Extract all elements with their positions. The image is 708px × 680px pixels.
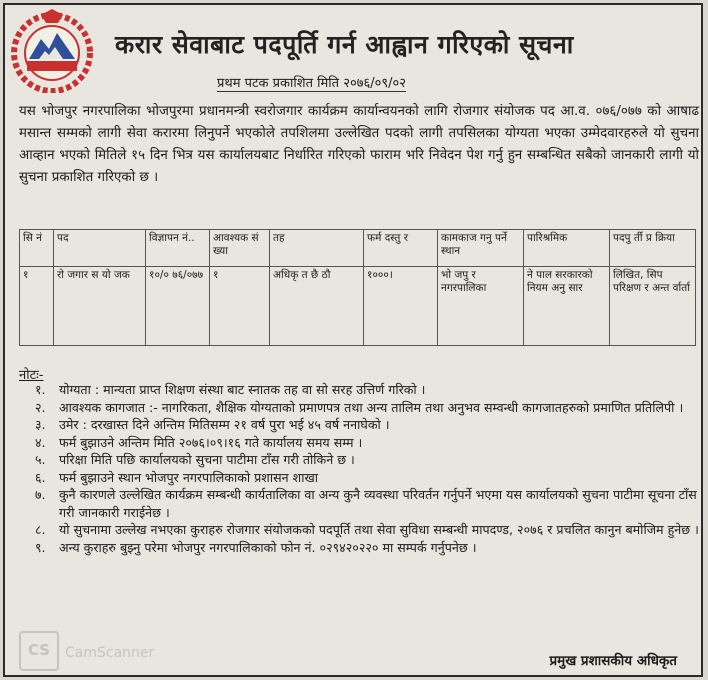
cell-quantity: १ <box>210 267 270 346</box>
notes-list <box>19 381 699 556</box>
list-item <box>19 451 699 469</box>
list-item <box>19 539 699 557</box>
col-header-level: तह <box>270 230 364 267</box>
note-number: २. <box>35 399 46 415</box>
note-number: ७. <box>35 487 46 502</box>
col-header-salary: पारिश्रमिक <box>524 230 610 267</box>
cell-serial: १ <box>20 267 54 346</box>
list-item <box>19 521 699 539</box>
note-text: परिक्षा मिति पछि कार्यालयको सुचना पाटीमा टाँस गरी तोकिने छ । <box>59 452 355 467</box>
note-text: उमेर : दरखास्त दिने अन्तिम मितिसम्म २१ वर्ष पुरा भई ४५ वर्ष ननाघेको । <box>59 417 390 432</box>
list-item <box>19 486 699 521</box>
note-text: अन्य कुराहरु बुझ्नु परेमा भोजपुर नगरपालिकाको फोन नं. ०२९४२०२२० मा सम्पर्क गर्नुपनेछ । <box>59 539 477 555</box>
intro-paragraph: यस भोजपुर नगरपालिका भोजपुरमा प्रधानमन्त्री स्वरोजगार कार्यक्रम कार्यान्वयनको लागि रोजगार संयोजक पद आ.व. ०७६/०७७ को आषाढ मसान्त सम्मको लागी सेवा करारमा लिनुपर्ने भएकोले तपशिलमा उल्लेखित पदको लागी तपसिलका योग्यता भएका उम्मेदवारहरुले यो सुचना आव्हान भएको मितिले १५ दिन भित्र यस कार्यालयबाट निर्धारित गरिएको फाराम भरि निवेदन पेश गर्नु हुन सम्बन्धित सबैको जानकारी लागी यो सुचना प्रकाशित गरिएको छ । <box>19 104 699 185</box>
note-text: फर्म बुझाउने स्थान भोजपुर नगरपालिकाको प्रशासन शाखा <box>59 469 319 485</box>
note-text: योग्यता : मान्यता प्राप्त शिक्षण संस्था बाट स्नातक तह वा सो सरह उत्तिर्ण गरिको । <box>59 382 426 397</box>
note-text: यो सुचनामा उल्लेख नभएका कुराहरु रोजगार संयोजकको पदपूर्ति तथा सेवा सुविधा सम्बन्धी मापदण्ड, २०७६ र प्रचलित कानुन बमोजिम हुनेछ । <box>59 522 699 537</box>
note-text: फर्म बुझाउने अन्तिम मिति २०७६।०९।१६ गते कार्यालय समय सम्म । <box>59 434 363 450</box>
cell-work-place: भो जपु र नगरपालिका <box>438 267 524 346</box>
list-item <box>19 434 699 452</box>
col-header-form-fee: फर्म दस्तु र <box>364 230 438 267</box>
cell-form-fee: १०००। <box>364 267 438 346</box>
signature-title: प्रमुख प्रशासकीय अधिकृत <box>549 653 677 669</box>
list-item <box>19 469 699 487</box>
note-number: ४. <box>35 434 46 450</box>
note-number: ३. <box>35 417 46 432</box>
note-number: १. <box>35 382 46 397</box>
vacancy-table <box>19 229 696 346</box>
note-number: ६. <box>35 469 46 485</box>
col-header-serial: सि नं <box>20 230 54 267</box>
note-number: ८. <box>35 522 46 537</box>
government-emblem-icon <box>11 9 93 93</box>
notice-title: करार सेवाबाट पदपूर्ति गर्न आह्वान गरिएको सूचना <box>115 30 574 59</box>
note-text: कुनै कारणले उल्लेखित कार्यक्रम सम्बन्धी कार्यतालिका वा अन्य कुनै व्यवस्था परिवर्तन गर्नुपर्ने भएमा यस कार्यालयको सुचना पाटीमा सूचना टाँस गरी जानकारी गराईनेछ । <box>59 487 697 520</box>
publish-date: प्रथम पटक प्रकाशित मिति २०७६/०९/०२ <box>217 73 406 92</box>
cell-ad-number: १०/० ७६/०७७ <box>146 267 210 346</box>
camscanner-logo-icon: CS <box>19 631 59 671</box>
table-row <box>20 267 696 346</box>
col-header-recruitment-process: पदपु र्ती प्र क्रिया <box>610 230 696 267</box>
notes-heading: नोटः- <box>19 368 44 383</box>
cell-recruitment-process: लिखित, सिप परिक्षण र अन्त र्वार्ता <box>610 267 696 346</box>
list-item <box>19 381 699 399</box>
cell-post: रो जगार स यो जक <box>54 267 146 346</box>
camscanner-watermark: CamScanner <box>65 645 155 661</box>
table-header-row <box>20 230 696 267</box>
col-header-ad-number: विज्ञापन नं.. <box>146 230 210 267</box>
cell-salary: ने पाल सरकारको नियम अनु सार <box>524 267 610 346</box>
list-item <box>19 416 699 434</box>
cell-level: अधिकृ त छै ठौ <box>270 267 364 346</box>
note-text: आवश्यक कागजात :- नागरिकता, शैक्षिक योग्यताको प्रमाणपत्र तथा अन्य तालिम तथा अनुभव सम्वन्धी कागजातहरुको प्रमाणित प्रतिलिपी । <box>59 399 684 415</box>
list-item <box>19 399 699 417</box>
notice-sheet <box>3 3 703 677</box>
note-number: ९. <box>35 539 46 555</box>
col-header-post: पद <box>54 230 146 267</box>
col-header-quantity: आवश्यक सं ख्या <box>210 230 270 267</box>
col-header-work-place: कामकाज गनु पर्ने स्थान <box>438 230 524 267</box>
note-number: ५. <box>35 452 46 467</box>
